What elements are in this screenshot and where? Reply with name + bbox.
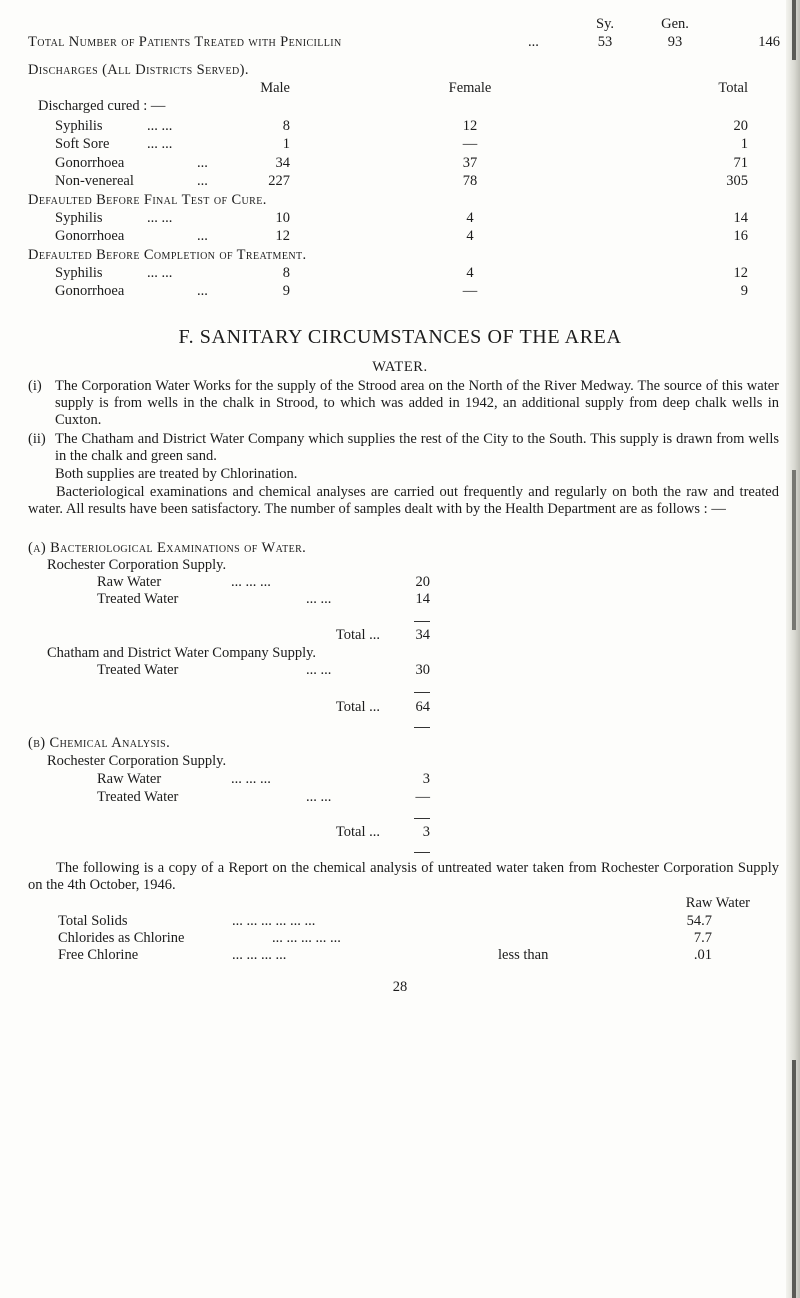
penicillin-sy: 53 [597, 34, 613, 50]
chatham-treated-dots: ... ... [306, 662, 332, 678]
item-ii-number: (ii) [28, 431, 46, 447]
section-heading: F. SANITARY CIRCUMSTANCES OF THE AREA [178, 326, 622, 348]
col-header-total: Total [718, 80, 748, 96]
col-header-sy: Sy. [596, 16, 614, 32]
chem-raw-label: Raw Water [97, 771, 162, 787]
page-number: 28 [392, 979, 408, 995]
scan-edge-shadow [792, 0, 796, 60]
chemical-heading: (b) Chemical Analysis. [28, 735, 171, 751]
chem-rochester-label: Rochester Corporation Supply. [47, 753, 227, 769]
bacteriological-heading: (a) Bacteriological Examinations of Water. [28, 540, 307, 556]
sum-rule [414, 852, 430, 853]
cured-heading: Discharged cured : — [38, 98, 166, 114]
item-i-text: The Corporation Water Works for the supply of the Strood area on the North of the River Medway. The source of this water supply is from wells in the chalk in Strood, to which was added in 1942, an additional supply from deep chalk wells in Cuxton. [55, 378, 779, 428]
chlorination-note: Both supplies are treated by Chlorination. [55, 466, 298, 482]
chem-raw-dots: ... ... ... [231, 771, 271, 787]
col-header-female: Female [448, 80, 492, 96]
col-header-gen: Gen. [661, 16, 689, 32]
item-i-number: (i) [28, 378, 42, 394]
chem-total-label: Total ... [335, 824, 380, 840]
defaulted-completion-heading: Defaulted Before Completion of Treatment. [28, 247, 307, 263]
defaulted-final-heading: Defaulted Before Final Test of Cure. [28, 192, 267, 208]
raw-water-dots: ... ... ... [231, 574, 271, 590]
bact-total-value: 34 [415, 627, 430, 643]
chatham-total-value: 64 [415, 699, 430, 715]
treated-water-count: 14 [415, 591, 430, 607]
scan-edge-shadow [792, 470, 796, 630]
chem-total-value: 3 [422, 824, 430, 840]
report-intro: The following is a copy of a Report on the chemical analysis of untreated water taken from Rochester Corporation Supply on the 4th October, 1946. [28, 860, 779, 893]
chem-treated-count: — [415, 789, 430, 805]
report-col-header: Raw Water [685, 895, 750, 911]
raw-water-label: Raw Water [97, 574, 162, 590]
chatham-treated-count: 30 [415, 662, 430, 678]
bact-total-label: Total ... [335, 627, 380, 643]
treated-water-label: Treated Water [97, 591, 179, 607]
water-subheading: WATER. [372, 359, 428, 375]
sum-rule [414, 818, 430, 819]
sum-rule [414, 621, 430, 622]
chatham-total-label: Total ... [335, 699, 380, 715]
scan-edge-shadow [792, 1060, 796, 1298]
penicillin-gen: 93 [667, 34, 683, 50]
bacteriological-paragraph: Bacteriological examinations and chemical analyses are carried out frequently and regularly on both the raw and treated water. All results have been satisfactory. The number of samples dealt with by the Health Department are as follows : — [28, 484, 779, 517]
chem-treated-dots: ... ... [306, 789, 332, 805]
document-page: Sy. Gen. Total Number of Patients Treated with Penicillin ... 53 93 146 Discharges (All Districts Served). Male Female Total Discharged cured : — Syphilis ... ... 8 12 20 Soft Sore ... ... 1 — 1 Gonorrhoea ... 34 37 71 Non-venereal ... 227 78 305 Defaulted Before Final Test of Cure. Syphilis ... ... 10 4 14 Gonorrhoea ... 12 4 16 Defaulted Before Completion of Treatment. Syphilis ... ... 8 4 12 Gonorrhoea ... 9 — 9 F. SANITARY CIRCUMSTANCES OF THE AREA WATER. (i) The Corporation Water Works for the supply of the Strood area on the North of the River Medway. The source of this water supply is from wells in the chalk in Strood, to which was added in 1942, an additional supply from deep chalk wells in Cuxton. (ii) The Chatham and District Water Company which supplies the rest of the City to the South. This supply is drawn from wells in the chalk and green sand. Both supplies are treated by Chlorination. Bacteriological examinations and chemical analyses are carried out frequently and regularly on both the raw and treated water. All results have been satisfactory. The number of samples dealt with by the Health Department are as follows : — (a) Bacteriological Examinations of Water. Rochester Corporation Supply. Raw Water ... ... ... 20 Treated Water ... ... 14 Total ... 34 Chatham and District Water Company Supply. Treated Water ... ... 30 Total ... 64 (b) Chemical Analysis. Rochester Corporation Supply. Raw Water ... ... ... 3 Treated Water ... ... — Total ... 3 The following is a copy of a Report on the chemical analysis of untreated water taken from Rochester Corporation Supply on the 4th October, 1946. Raw Water Total Solids ... ... ... ... ... ... 54.7 Chlorides as Chlorine ... ... ... ... ... 7.7 Free Chlorine ... ... ... ... less than .01 28 [0, 0, 800, 1298]
chem-raw-count: 3 [422, 771, 430, 787]
treated-water-dots: ... ... [306, 591, 332, 607]
rochester-supply-label: Rochester Corporation Supply. [47, 557, 227, 573]
chatham-supply-label: Chatham and District Water Company Supply. [47, 645, 317, 661]
penicillin-total: 146 [758, 34, 780, 50]
chem-treated-label: Treated Water [97, 789, 179, 805]
sum-rule [414, 727, 430, 728]
penicillin-dots: ... [528, 34, 539, 50]
penicillin-label: Total Number of Patients Treated with Penicillin [28, 34, 342, 50]
raw-water-count: 20 [415, 574, 430, 590]
sum-rule [414, 692, 430, 693]
col-header-male: Male [260, 80, 290, 96]
chatham-treated-label: Treated Water [97, 662, 179, 678]
discharges-heading: Discharges (All Districts Served). [28, 62, 249, 78]
item-ii-text: The Chatham and District Water Company which supplies the rest of the City to the South. This supply is drawn from wells in the chalk and green sand. [55, 431, 779, 464]
